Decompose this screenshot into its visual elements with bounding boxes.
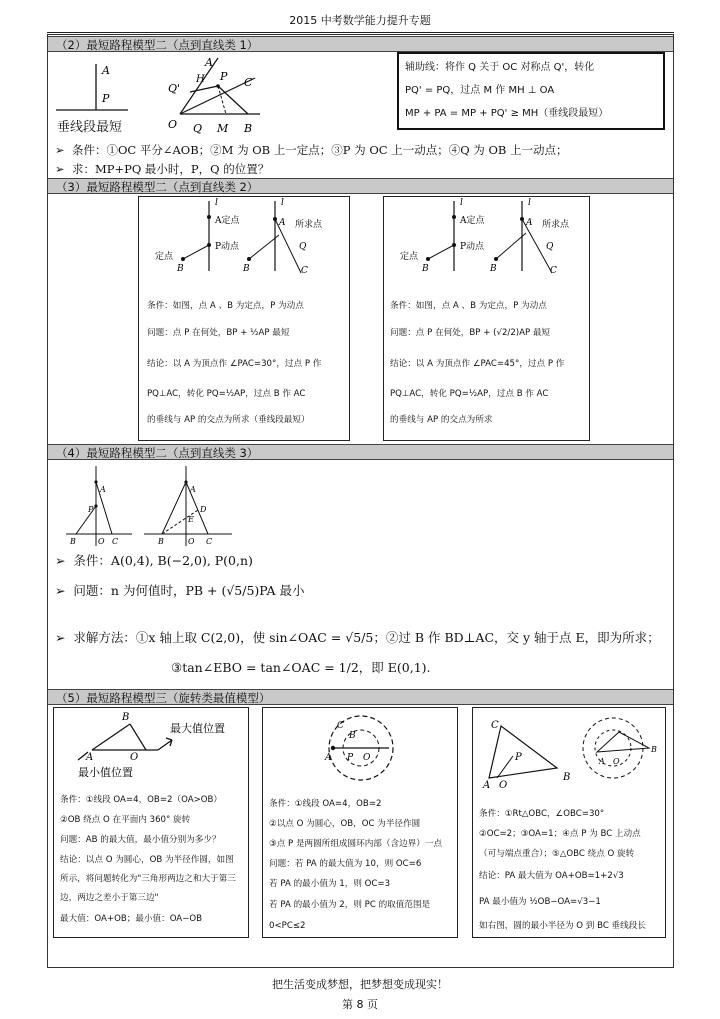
svg-text:B: B (158, 537, 164, 546)
section-4-method: ➢ 求解方法：①x 轴上取 C(2,0)，使 sin∠OAC = √5/5；②过 B 作 BD⊥AC，交 y 轴于点 E，即为所求； (55, 630, 660, 645)
svg-text:D: D (200, 505, 207, 514)
section-5-box-1: B A O 最大值位置 最小值位置 条件：①线段 OA=4，OB=2（OA>OB） ②OB 绕点 O 在平面内 360° 旋转 问题：AB 的最大值，最小值分别为多少？ 结论：以点 O 为圆心，OB 为半径作圆，如图 所示，将问题转化为"三角形两边之和大于第三 边，两边之差小于第三边" 最大值：OA+OB；最小值：OA−OB (53, 707, 249, 938)
svg-text:最大值位置: 最大值位置 (170, 722, 225, 735)
svg-text:O: O (499, 780, 508, 791)
section-4-method-conclusion: ③tan∠EBO = tan∠OAC = 1/2，即 E(0,1). (171, 660, 431, 675)
svg-text:C: C (491, 720, 499, 731)
svg-text:A: A (526, 218, 533, 228)
perpendicular-shortest-label: 垂线段最短 (57, 120, 123, 135)
svg-text:A: A (100, 485, 106, 494)
svg-text:l: l (528, 198, 531, 208)
rotation-figure-2 (263, 708, 457, 786)
svg-text:P动点: P动点 (215, 242, 240, 252)
footer-motto: 把生活变成梦想，把梦想变成现实！ (272, 978, 448, 991)
svg-text:B: B (422, 264, 429, 274)
svg-text:B: B (349, 731, 356, 741)
section-3-title: （3）最短路程模型二（点到直线类 2） (48, 178, 673, 194)
svg-text:O: O (613, 757, 620, 766)
section-5-box-2: C B P A O 条件：①线段 OA=4，OB=2 ②以点 O 为圆心，OB，OC 为半径作圆 ③点 P 是两圆所组成圆环内部（含边界）一点 问题：若 PA 的最大值为 10，则 OC=6 若 PA 的最小值为 1，则 OC=3 若 PA 的最小值为 2，则 PC 的取值范围是 0<PC≤2 (262, 707, 458, 938)
svg-text:B: B (70, 537, 76, 546)
svg-text:A: A (205, 56, 213, 69)
svg-text:A定点: A定点 (215, 216, 240, 226)
svg-text:B: B (244, 122, 253, 134)
svg-text:C: C (112, 537, 119, 546)
section-3-left-box: l A定点 P动点 定点 B l A 所求点 Q C B 条件：如图，点 A 、B 为定点，P 为动点 问题：点 P 在何处，BP + ½AP 最短 结论：以 A 为顶点作 ∠PAC=30°，过点 P 作 PQ⊥AC，转化 PQ=½AP，过点 B 作 AC 的垂线与 AP 的交点为所求（垂线段最短） (138, 196, 350, 441)
svg-text:定点: 定点 (400, 252, 419, 262)
svg-text:B: B (490, 264, 497, 274)
svg-text:P动点: P动点 (460, 242, 485, 252)
svg-text:所求点: 所求点 (542, 220, 570, 230)
svg-text:H: H (196, 74, 205, 85)
rotation-figure-1 (54, 708, 248, 786)
section-2-ask: ➢ 求：MP+PQ 最小时，P，Q 的位置？ (55, 162, 270, 176)
svg-text:O: O (363, 753, 371, 763)
svg-text:C: C (206, 537, 213, 546)
section-2-title: （2）最短路程模型二（点到直线类 1） (48, 36, 673, 52)
svg-text:C: C (550, 266, 557, 276)
svg-text:所求点: 所求点 (295, 220, 323, 230)
svg-text:l: l (281, 198, 284, 208)
svg-text:A: A (190, 485, 196, 494)
section-2-angle-figure (160, 52, 270, 134)
header-rule (47, 32, 674, 33)
svg-text:l: l (460, 198, 463, 208)
svg-text:Q': Q' (168, 82, 181, 95)
svg-text:A: A (599, 757, 605, 766)
svg-text:C: C (301, 266, 308, 276)
page-number: 第 8 页 (342, 998, 378, 1011)
svg-text:E: E (188, 515, 194, 524)
section-5-box-3: C A O P B B A O 条件：①Rt△OBC，∠OBC=30° ②OC=2；③OA=1；④点 P 为 BC 上动点 （可与端点重合）；⑤△OBC 绕点 O 旋转 结论：PA 最大值为 OA+OB=1+2√3 PA 最小值为 ½OB−OA=√3−1 如右图，圆的最小半径为 O 到 BC 垂线段长 (472, 707, 666, 938)
section-3-right-figure (384, 197, 589, 287)
svg-text:Q: Q (546, 242, 554, 252)
svg-text:O: O (188, 537, 195, 546)
svg-text:B: B (243, 264, 250, 274)
svg-text:O: O (168, 118, 178, 131)
section-4-question: ➢ 问题：n 为何值时，PB + (√5/5)PA 最小 (55, 583, 305, 598)
svg-text:l: l (215, 198, 218, 208)
svg-text:P: P (515, 752, 522, 763)
svg-text:A: A (102, 64, 110, 77)
svg-text:A定点: A定点 (460, 216, 485, 226)
svg-text:定点: 定点 (155, 252, 174, 262)
svg-text:O: O (98, 537, 105, 546)
svg-text:B: B (122, 712, 130, 723)
section-4-figure (62, 462, 242, 550)
section-4-condition: ➢ 条件：A(0,4), B(−2,0), P(0,n) (55, 553, 253, 568)
svg-text:O: O (130, 752, 139, 763)
svg-text:B: B (563, 772, 571, 783)
svg-text:Q: Q (193, 122, 203, 134)
svg-text:Q: Q (299, 242, 307, 252)
page-header: 2015 中考数学能力提升专题 (289, 14, 431, 27)
svg-text:B: B (651, 745, 657, 754)
svg-text:最小值位置: 最小值位置 (78, 766, 133, 779)
svg-text:A: A (483, 780, 491, 791)
auxiliary-line-box: 辅助线：将作 Q 关于 OC 对称点 Q'，转化 PQ' = PQ，过点 M 作 MH ⊥ OA MP + PA = MP + PQ' ≥ MH（垂线段最短） (397, 52, 665, 130)
section-5-title: （5）最短路程模型三（旋转类最值模型） (48, 689, 673, 705)
svg-text:P: P (88, 505, 94, 514)
section-3-left-figure (139, 197, 349, 287)
svg-text:C: C (337, 721, 344, 731)
svg-text:A: A (325, 753, 332, 763)
svg-text:C: C (244, 76, 253, 89)
svg-text:P: P (347, 753, 354, 763)
svg-text:B: B (177, 264, 184, 274)
rotation-figure-3 (473, 708, 665, 796)
svg-text:P: P (220, 70, 228, 83)
svg-text:A: A (279, 218, 286, 228)
svg-text:P: P (102, 92, 110, 105)
svg-text:M: M (217, 122, 229, 134)
section-3-right-box: l A定点 P动点 定点 B l A 所求点 Q C B 条件：如图，点 A 、B 为定点，P 为动点 问题：点 P 在何处，BP + (√2/2)AP 最短 结论：以 A 为顶点作 ∠PAC=45°，过点 P 作 PQ⊥AC，转化 PQ=½AP，过点 B 作 AC 的垂线与 AP 的交点为所求 (383, 196, 590, 441)
section-2-condition: ➢ 条件：①OC 平分∠AOB；②M 为 OB 上一定点；③P 为 OC 上一动点；④Q 为 OB 上一动点； (55, 143, 568, 157)
section-4-title: （4）最短路程模型二（点到直线类 3） (48, 444, 673, 460)
svg-text:A: A (86, 752, 94, 763)
